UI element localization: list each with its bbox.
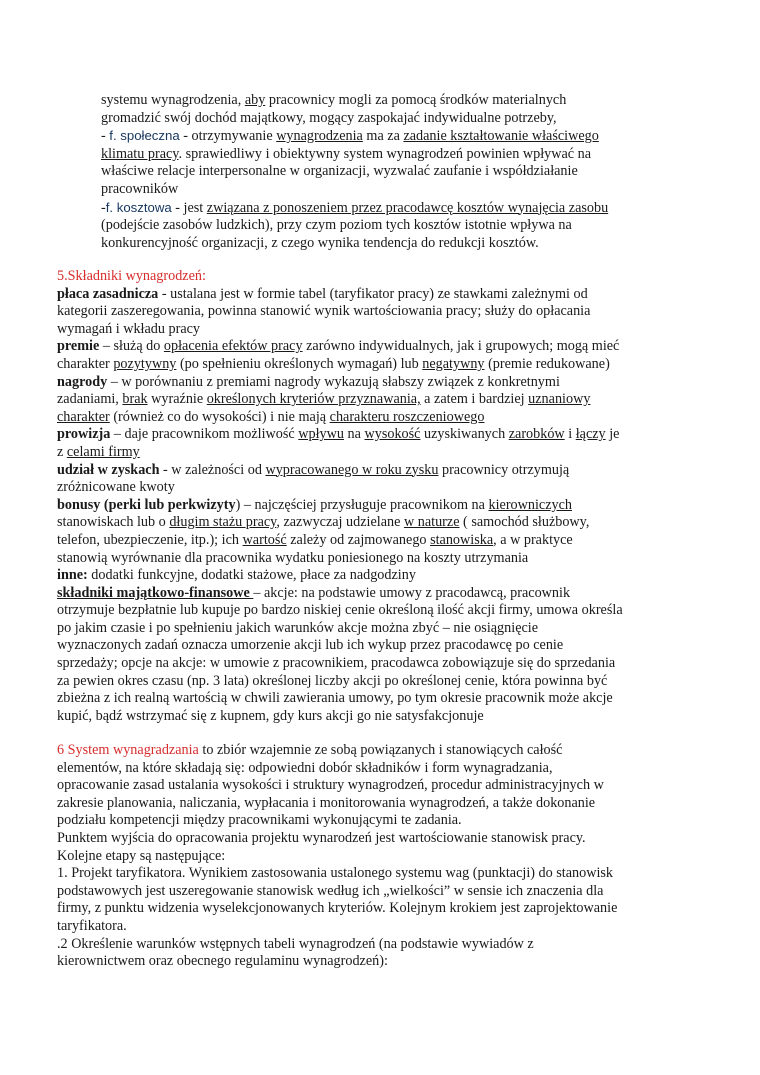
commission-line: prowizja – daje pracownikom możliwość wpływu na wysokość uzyskiwanych zarobków i łączy je	[57, 426, 620, 443]
text-line: Kolejne etapy są następujące:	[57, 847, 226, 864]
text-line: z celami firmy	[57, 443, 140, 460]
bonus-line: premie – służą do opłacenia efektów pracy zarówno indywidualnych, jak i grupowych; mogą mieć	[57, 338, 620, 355]
text-line: sprzedaży; opcje na akcje: w umowie z pracownikiem, pracodawca zobowiązuje się do sprzedania	[57, 655, 616, 672]
text-line: zadaniami, brak wyraźnie określonych kryteriów przyznawania, a zatem i bardziej uznaniowy	[57, 391, 591, 408]
text-line: stanowiskach lub o długim stażu pracy, zazwyczaj udzielane w naturze ( samochód służbowy,	[57, 514, 590, 531]
text-line: 1. Projekt taryfikatora. Wynikiem zastosowania ustalonego systemu wag (punktacji) do stanowisk	[57, 865, 614, 882]
section-heading-line: 6 System wynagradzania to zbiór wzajemnie ze sobą powiązanych i stanowiących całość	[57, 742, 563, 758]
text-line: kierownictwem oraz obecnego regulaminu wynagrodzeń):	[57, 953, 388, 970]
text-line: zróżnicowane kwoty	[57, 479, 175, 496]
text-line: (podejście zasobów ludzkich), przy czym poziom tych kosztów istotnie wpływa na	[101, 217, 572, 234]
text-line: kupić, bądź wstrzymać się z kupnem, gdy kurs akcji go nie satysfakcjonuje	[57, 707, 484, 724]
text-line: telefon, ubezpieczenie, itp.); ich wartość zależy od zajmowanego stanowiska, a w praktyce	[57, 531, 573, 548]
cost-function-line: -f. kosztowa - jest związana z ponoszeniem przez pracodawcę kosztów wynajęcia zasobu	[101, 199, 609, 216]
text-line: podziału kompetencji między pracownikami wykonującymi te zadania.	[57, 812, 462, 829]
social-function-line: - f. społeczna - otrzymywanie wynagrodzenia ma za zadanie kształtowanie właściwego	[101, 128, 599, 145]
profit-share-line: udział w zyskach - w zależności od wypracowanego w roku zysku pracownicy otrzymują	[57, 461, 570, 478]
section-heading: 5.Składniki wynagrodzeń:	[57, 268, 206, 284]
text-line: charakter pozytywny (po spełnieniu określonych wymagań) lub negatywny (premie redukowane)	[57, 355, 610, 372]
other-line: inne: dodatki funkcyjne, dodatki stażowe, płace za nadgodziny	[57, 567, 416, 584]
base-pay-line: płaca zasadnicza - ustalana jest w formie tabel (taryfikator pracy) ze stawkami zależnymi od	[57, 285, 588, 302]
text-line: opracowanie zasad ustalania wysokości i struktury wynagrodzeń, procedur administracyjnych w	[57, 777, 604, 794]
section-heading: 6 System wynagradzania	[57, 742, 199, 758]
financial-components-line: składniki majątkowo-finansowe – akcje: na podstawie umowy z pracodawcą, pracownik	[57, 584, 571, 601]
text-line: zakresie planowania, naliczania, wypłacania i monitorowania wynagrodzeń, a także dokonanie	[57, 794, 596, 811]
text-line: po jakim czasie i po spełnieniu jakich warunków akcje można zbyć – nie osiągnięcie	[57, 619, 539, 636]
text-line: charakter (również co do wysokości) i nie mają charakteru roszczeniowego	[57, 408, 485, 425]
social-function-term: f. społeczna	[109, 128, 180, 144]
text-line: otrzymuje bezpłatnie lub kupuje po bardzo niskiej cenie określoną ilość akcji firmy, umowa określa	[57, 602, 623, 619]
text-line: podstawowych jest uszeregowanie stanowisk według ich „wielkości” w sensie ich znaczenia dla	[57, 882, 604, 899]
text-line: klimatu pracy. sprawiedliwy i obiektywny system wynagrodzeń powinien wpływać na	[101, 145, 592, 162]
text-line: .2 Określenie warunków wstępnych tabeli wynagrodzeń (na podstawie wywiadów z	[57, 935, 534, 952]
text-line: zbieżna z ich realną wartością w chwili zawierania umowy, po tym okresie pracownik może akcje	[57, 690, 613, 707]
text-line: systemu wynagrodzenia, aby pracownicy mogli za pomocą środków materialnych	[101, 92, 567, 108]
cost-function-term: f. kosztowa	[105, 199, 172, 215]
text-line: wyznaczonych zadań oznacza umorzenie akcji lub ich wykup przez pracodawcę po cenie	[57, 637, 564, 654]
functions-section	[57, 92, 751, 252]
text-line: za pewien okres czasu (np. 3 lata) określonej liczby akcji po określonej cenie, która powinna być	[57, 672, 608, 689]
awards-line: nagrody – w porównaniu z premiami nagrody wykazują słabszy związek z konkretnymi	[57, 373, 560, 390]
text-line: pracowników	[101, 180, 179, 197]
text-line: konkurencyjność organizacji, z czego wynika tendencja do redukcji kosztów.	[101, 234, 539, 251]
pay-system-section	[57, 742, 707, 971]
text-line: stanowią wyrównanie dla pracownika wydatku poniesionego na koszty utrzymania	[57, 549, 529, 566]
text-line: gromadzić swój dochód majątkowy, mogący zaspokajać indywidualne potrzeby,	[101, 109, 557, 126]
salary-components-section	[57, 268, 707, 725]
text-line: elementów, na które składają się: odpowiedni dobór składników i form wynagradzania,	[57, 759, 553, 776]
text-line: firmy, z punktu widzenia wyselekcjonowanych kryteriów. Kolejnym krokiem jest zaprojektowanie	[57, 900, 618, 917]
text-line: kategorii zaszeregowania, powinna stanowić wynik wartościowania pracy; służy do opłacania	[57, 303, 591, 320]
text-line: właściwe relacje interpersonalne w organizacji, wyzwalać zaufanie i współdziałanie	[101, 163, 578, 180]
text-line: wymagań i wkładu pracy	[57, 320, 201, 337]
text-line: taryfikatora.	[57, 917, 127, 934]
perks-line: bonusy (perki lub perkwizyty) – najczęściej przysługuje pracownikom na kierowniczych	[57, 496, 572, 513]
text-line: Punktem wyjścia do opracowania projektu wynarodzeń jest wartościowanie stanowisk pracy.	[57, 829, 586, 846]
